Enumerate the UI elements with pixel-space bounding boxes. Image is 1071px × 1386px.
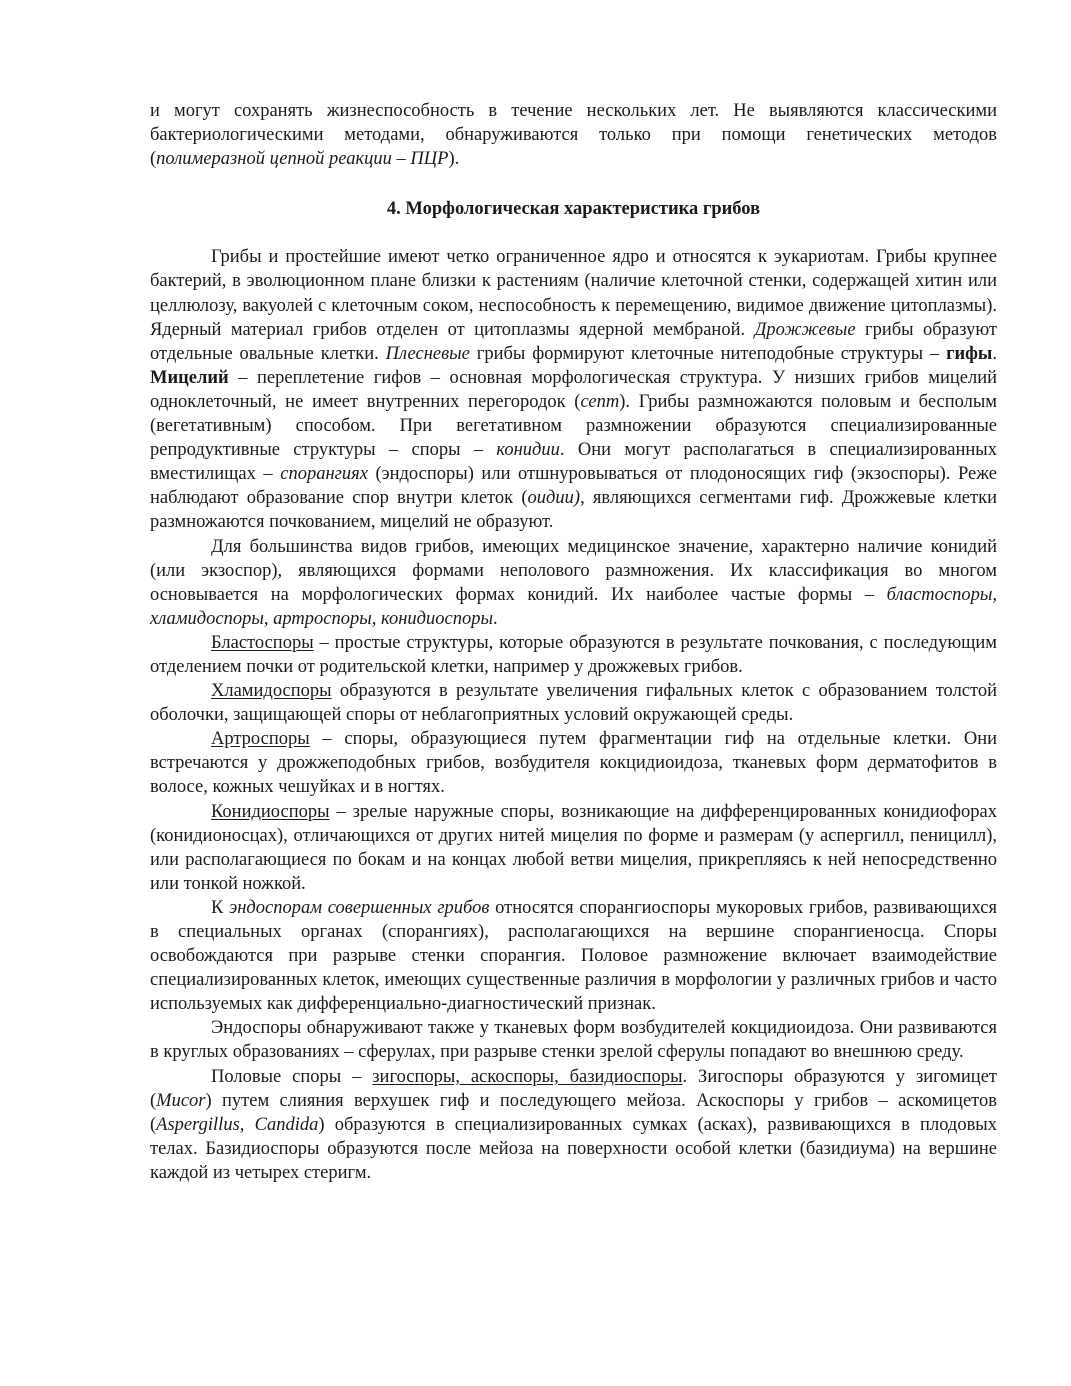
paragraph-blastospores [150, 631, 997, 679]
italic-term: бластоспоры, хламидоспоры, артроспоры, конидиоспоры [150, 584, 997, 629]
italic-term: оидии) [527, 488, 581, 509]
text-run: – споры, образующиеся путем фрагментации гиф на отдельные клетки. Они встречаются у дрожжеподобных грибов, возбудителя кокцидиоидоза, тканевых форм дерматофитов в волосе, кожных чешуйках и в ногтях. [150, 729, 997, 798]
text-run: К [211, 897, 230, 918]
italic-term: полимеразной цепной реакции – ПЦР [156, 149, 449, 170]
italic-term: Плесневые [385, 343, 470, 364]
text-run: ) образуются в специализированных сумках (асках), развивающихся в плодовых телах. Базидиоспоры образуются после мейоза на поверхности особой клетки (базидиума) на вершине каждой из четырех стеригм. [150, 1114, 997, 1183]
text-run: , являющихся сегментами гиф. Дрожжевые клетки размножаются почкованием, мицелий не образуют. [150, 488, 997, 533]
text-run: Для большинства видов грибов, имеющих медицинское значение, характерно наличие конидий (или экзоспор), являющихся формами неполового размножения. Их классификация во многом основывается на морфологических формах конидий. Их наиболее частые формы – [150, 536, 997, 605]
underlined-term: зигоспоры, аскоспоры, базидиоспоры [372, 1066, 683, 1087]
text-run: ). Грибы размножаются половым и бесполым (вегетативным) способом. При вегетативном размножении образуются специализированные репродуктивные структуры – споры – [150, 391, 997, 461]
paragraph-conidiospores [150, 800, 997, 896]
paragraph-fungi-overview [150, 245, 997, 534]
text-run: . Зигоспоры образуются у зигомицет ( [150, 1066, 997, 1111]
text-run: образуются в результате увеличения гифальных клеток с образованием толстой оболочки, защищающей споры от неблагоприятных условий окружающей среды. [150, 681, 997, 726]
paragraph-sexual-spores [150, 1065, 997, 1185]
bold-term: Мицелий [150, 367, 229, 388]
text-run: – простые структуры, которые образуются в результате почкования, с последующим отделением почки от родительской клетки, например у дрожжевых грибов. [150, 632, 997, 677]
underlined-term: Артроспоры [211, 729, 310, 750]
text-run: (эндоспоры) или отшнуровываться от плодоносящих гиф (экзоспоры). Реже наблюдают образование спор внутри клеток ( [150, 464, 997, 509]
paragraph-endospores-perfect-fungi [150, 896, 997, 1016]
text-run: ). [448, 149, 460, 170]
text-run: Грибы и простейшие имеют четко ограниченное ядро и относятся к эукариотам. Грибы крупнее бактерий, в эволюционном плане близки к растениям (наличие клеточной стенки, содержащей хитин или целлюлозу, вакуолей с клеточным соком, неспособность к перемещению, видимое движение цитоплазмы). Ядерный материал грибов отделен от цитоплазмы ядерной мембраной. [150, 247, 997, 340]
paragraph-conidia [150, 535, 997, 631]
document-page [150, 99, 997, 1185]
section-heading: 4. Морфологическая характеристика грибов [386, 199, 761, 220]
paragraph-chlamydospores [150, 679, 997, 727]
text-run: и могут сохранять жизнеспособность в течение нескольких лет. Не выявляются классическими бактериологическими методами, обнаруживаются только при помощи генетических методов ( [150, 101, 997, 170]
text-run: . [493, 608, 498, 629]
text-run: . Они могут располагаться в специализированных вместилищах – [150, 440, 997, 485]
paragraph-continuation [150, 99, 997, 171]
italic-term: спорангиях [280, 464, 368, 485]
underlined-term: Хламидоспоры [211, 681, 332, 702]
underlined-term: Конидиоспоры [211, 801, 330, 822]
text-run: – зрелые наружные споры, возникающие на дифференцированных конидиофорах (конидионосцах), отличающихся от других нитей мицелия по форме и размерам (у аспергилл, пеницилл), или располагающиеся по бокам и на концах любой ветви мицелия, прикрепляясь к ней непосредственно или тонкой ножкой. [150, 801, 997, 894]
paragraph-arthrospores [150, 727, 997, 799]
italic-term: конидии [496, 440, 560, 461]
italic-term: септ [580, 391, 620, 412]
italic-term: Mucor [156, 1090, 206, 1111]
italic-term: Aspergillus, Candida [156, 1114, 319, 1135]
text-run: Эндоспоры обнаруживают также у тканевых форм возбудителей кокцидиоидоза. Они развиваются в круглых образованиях – сферулах, при разрыве стенки зрелой сферулы попадают во внешнюю среду. [150, 1018, 997, 1063]
text-run: грибы образуют отдельные овальные клетки. [150, 319, 997, 364]
bold-term: гифы [946, 343, 993, 364]
text-run: Половые споры – [211, 1066, 373, 1087]
text-run: – переплетение гифов – основная морфологическая структура. У низших грибов мицелий одноклеточный, не имеет внутренних перегородок ( [150, 367, 997, 412]
italic-term: эндоспорам совершенных грибов [229, 897, 490, 918]
paragraph-endospores-coccidioidosis [150, 1016, 997, 1064]
underlined-term: Бластоспоры [211, 632, 314, 653]
text-run: ) путем слияния верхушек гиф и последующего мейоза. Аскоспоры у грибов – аскомицетов ( [150, 1090, 997, 1135]
italic-term: Дрожжевые [754, 319, 856, 340]
text-run: относятся спорангиоспоры мукоровых грибов, развивающихся в специальных органах (спорангиях), располагающихся на вершине спорангиеносца. Споры освобождаются при разрыве стенки спорангия. Половое размножение включает взаимодействие специализированных клеток, имеющих существенные различия в морфологии у различных грибов и часто используемых как дифференциально-диагностический признак. [150, 897, 997, 1015]
text-run: . [992, 343, 997, 364]
text-run: грибы формируют клеточные нитеподобные структуры – [469, 343, 947, 364]
